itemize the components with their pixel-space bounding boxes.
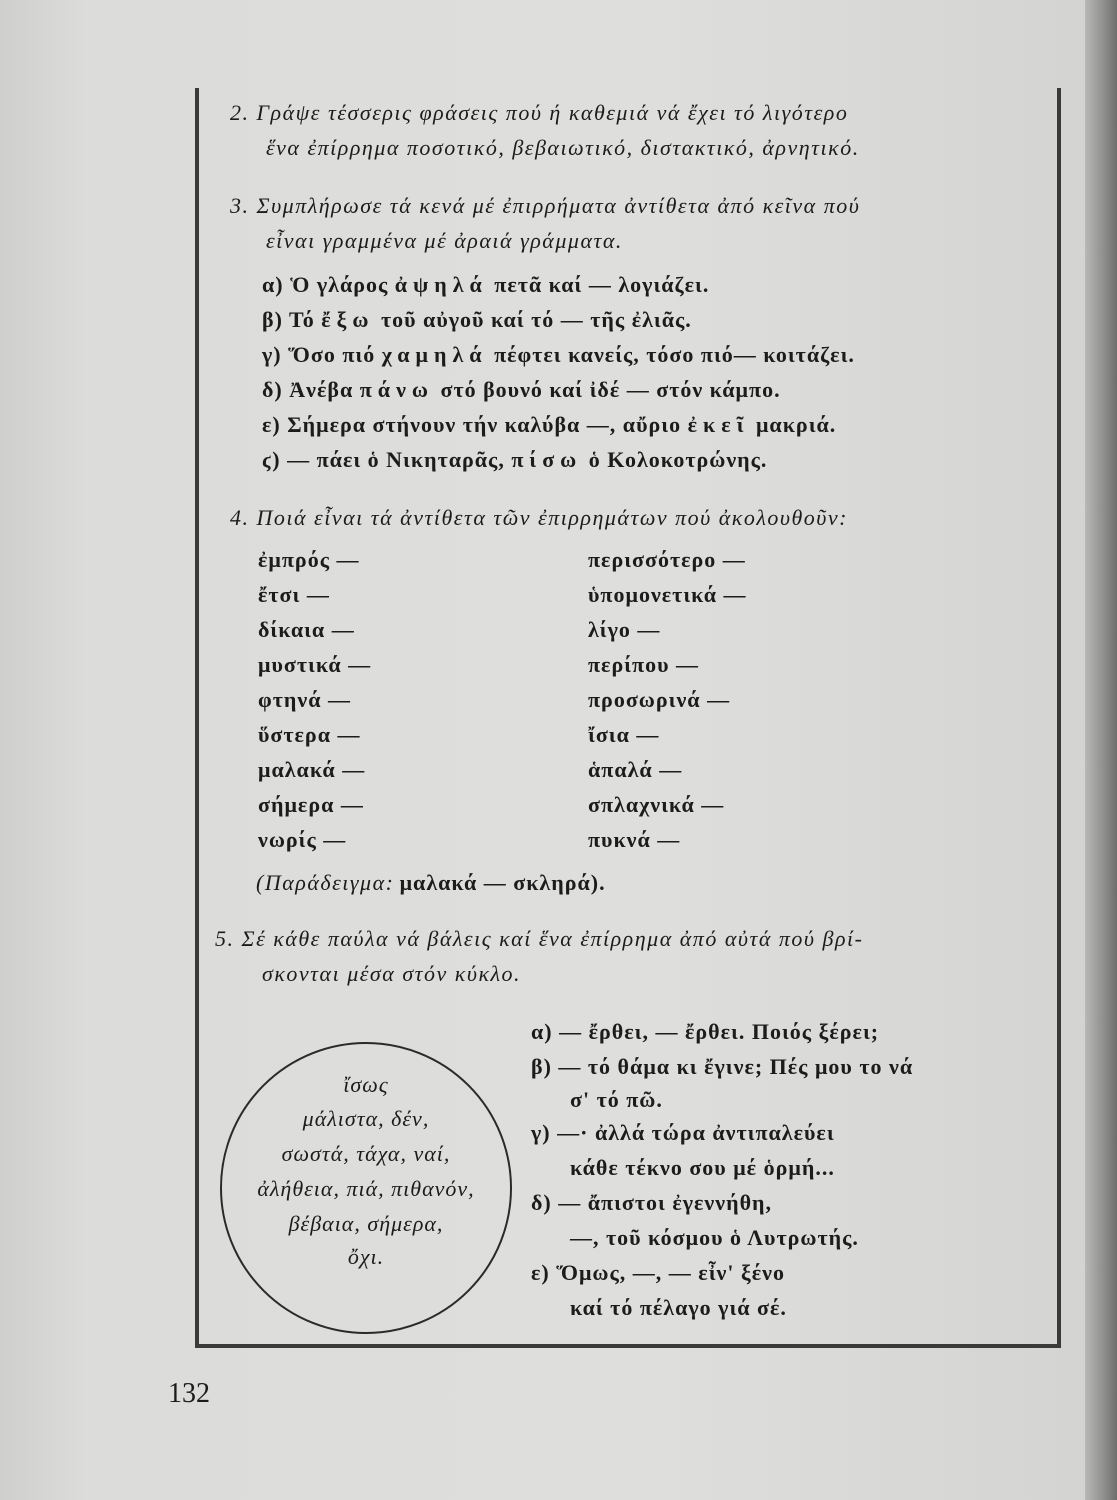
ex5-line: καί τό πέλαγο γιά σέ. xyxy=(570,1295,787,1320)
ex4-title: 4. Ποιά εἶναι τά ἀντίθετα τῶν ἐπιρρημάτων πού ἀκολουθοῦν: xyxy=(230,505,848,530)
ex5-line: ε) Ὅμως, —, — εἶν' ξένο xyxy=(531,1260,785,1285)
ex3-item-d: δ) Ἀνέβα πάνω στό βουνό καί ἰδέ — στόν κάμπο. xyxy=(262,377,781,402)
ex5-line1: 5. Σέ κάθε παύλα νά βάλεις καί ἕνα ἐπίρρημα ἀπό αὐτά πού βρί- xyxy=(215,926,864,951)
page-number: 132 xyxy=(168,1378,210,1409)
ex4-example: (Παράδειγμα: μαλακά — σκληρά). xyxy=(256,870,606,895)
ex4-right-item: ὑπομονετικά — xyxy=(588,582,747,607)
ex5-line: σ' τό πῶ. xyxy=(570,1087,663,1112)
ex4-left-item: φτηνά — xyxy=(258,687,351,712)
book-spine xyxy=(1085,0,1117,1500)
ex5-line: γ) —· ἀλλά τώρα ἀντιπαλεύει xyxy=(531,1120,835,1145)
circle-word-line: μάλιστα, δέν, xyxy=(302,1106,430,1131)
ex4-left-item: ἔτσι — xyxy=(258,582,330,607)
circle-word-line: ἴσως xyxy=(343,1072,389,1097)
ex5-line: κάθε τέκνο σου μέ ὁρμή... xyxy=(570,1155,835,1180)
ex2-line1: 2. Γράψε τέσσερις φράσεις πού ή καθεμιά νά ἔχει τό λιγότερο xyxy=(230,100,849,125)
ex4-right-item: σπλαχνικά — xyxy=(588,792,725,817)
ex4-right-item: ἴσια — xyxy=(588,722,660,747)
ex3-item-e: ε) Σήμερα στήνουν τήν καλύβα —, αὔριο ἐκεῖ μακριά. xyxy=(262,412,837,437)
ex3-line1: 3. Συμπλήρωσε τά κενά μέ ἐπιρρήματα ἀντίθετα ἀπό κεῖνα πού xyxy=(230,193,861,218)
ex4-right-item: λίγο — xyxy=(588,617,661,642)
circle-word-line: σωστά, τάχα, ναί, xyxy=(281,1141,451,1166)
ex4-left-item: μυστικά — xyxy=(258,652,372,677)
ex4-left-item: μαλακά — xyxy=(258,757,366,782)
ex4-right-item: περίπου — xyxy=(588,652,700,677)
circle-word-line: ἀλήθεια, πιά, πιθανόν, xyxy=(257,1176,475,1201)
ex4-left-item: σήμερα — xyxy=(258,792,364,817)
ex2-line2: ἕνα ἐπίρρημα ποσοτικό, βεβαιωτικό, διστακτικό, ἀρνητικό. xyxy=(266,135,860,160)
ex3-item-c: γ) Ὅσο πιό χαμηλά πέφτει κανείς, τόσο πιό— κοιτάζει. xyxy=(262,342,855,367)
ex4-left-item: ὕστερα — xyxy=(258,722,361,747)
ex4-left-item: δίκαια — xyxy=(258,617,355,642)
ex3-item-b: β) Τό ἔξω τοῦ αὐγοῦ καί τό — τῆς ἐλιᾶς. xyxy=(262,307,692,332)
ex5-line2: σκονται μέσα στόν κύκλο. xyxy=(262,961,522,986)
ex5-line: —, τοῦ κόσμου ὁ Λυτρωτής. xyxy=(570,1225,859,1250)
ex4-right-item: πυκνά — xyxy=(588,827,681,852)
ex3-item-a: α) Ὁ γλάρος ἀψηλά πετᾶ καί — λογιάζει. xyxy=(262,272,710,297)
ex4-right-item: ἁπαλά — xyxy=(588,757,683,782)
circle-word-line: ὄχι. xyxy=(347,1244,385,1269)
ex5-line: α) — ἔρθει, — ἔρθει. Ποιός ξέρει; xyxy=(531,1019,880,1044)
ex5-line: δ) — ἄπιστοι ἐγεννήθη, xyxy=(531,1190,773,1215)
ex3-item-f: ϛ) — πάει ὁ Νικηταρᾶς, πίσω ὁ Κολοκοτρώνης. xyxy=(262,447,768,472)
ex4-left-item: ἐμπρός — xyxy=(258,547,360,572)
ex4-left-item: νωρίς — xyxy=(258,827,347,852)
circle-word-line: βέβαια, σήμερα, xyxy=(288,1211,444,1236)
ex5-line: β) — τό θάμα κι ἔγινε; Πές μου το νά xyxy=(531,1054,914,1079)
ex4-right-item: προσωρινά — xyxy=(588,687,731,712)
ex3-line2: εἶναι γραμμένα μέ ἀραιά γράμματα. xyxy=(266,228,623,253)
ex4-right-item: περισσότερο — xyxy=(588,547,746,572)
adverb-circle xyxy=(220,1042,512,1334)
